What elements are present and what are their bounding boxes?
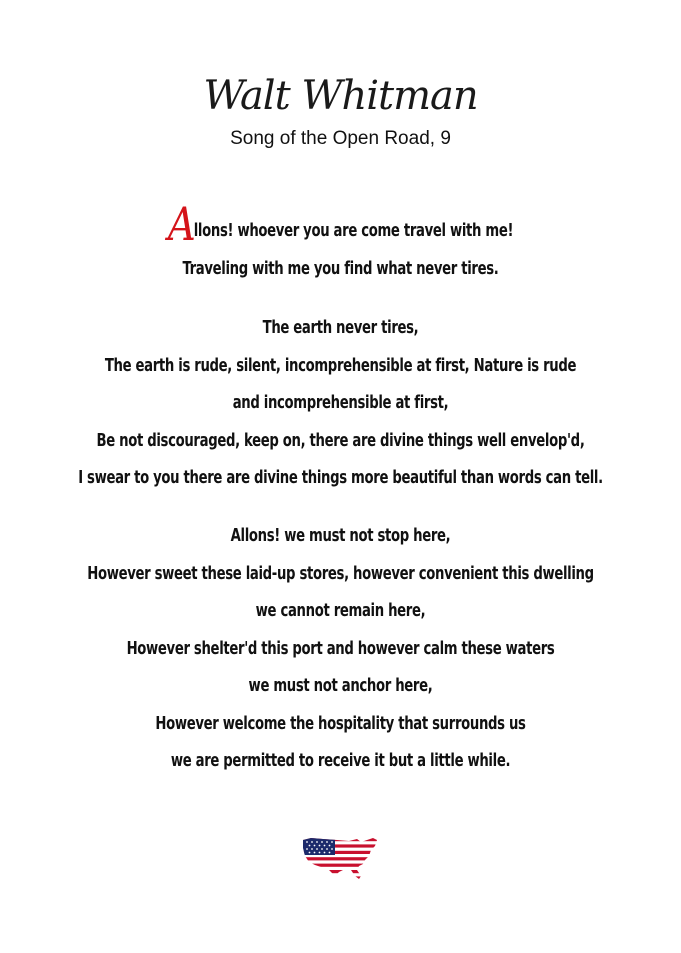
poem-line: However sweet these laid-up stores, however convenient this dwelling	[87, 563, 594, 584]
drop-cap: A	[167, 197, 196, 251]
poem-line: we are permitted to receive it but a little while.	[170, 751, 511, 771]
poem-line: The earth never tires,	[262, 318, 419, 338]
poem-line-first	[54, 197, 626, 251]
first-line-text: llons! whoever you are come travel with me!	[193, 221, 514, 241]
poem-line: Be not discouraged, keep on, there are divine things well envelop'd,	[96, 430, 585, 451]
stanza-3	[0, 518, 681, 781]
poem-subtitle: Song of the Open Road, 9	[230, 128, 451, 149]
usa-flag-map-icon	[301, 832, 381, 882]
stanza-1	[0, 197, 681, 288]
poem-line: The earth is rude, silent, incomprehensible at first, Nature is rude	[104, 355, 577, 376]
poem-line: we must not anchor here,	[248, 676, 433, 696]
stanza-2	[0, 310, 681, 498]
poem-line: I swear to you there are divine things more beautiful than words can tell.	[78, 468, 603, 488]
poem-line: However shelter'd this port and however calm these waters	[126, 638, 555, 659]
poem-line: and incomprehensible at first,	[232, 393, 449, 413]
poem-line: we cannot remain here,	[255, 601, 426, 621]
poem-line: However welcome the hospitality that surrounds us	[155, 713, 526, 734]
author-title: Walt Whitman	[203, 73, 478, 119]
poem-line: Traveling with me you find what never tires.	[182, 258, 499, 279]
poem-line: Allons! we must not stop here,	[230, 526, 451, 546]
